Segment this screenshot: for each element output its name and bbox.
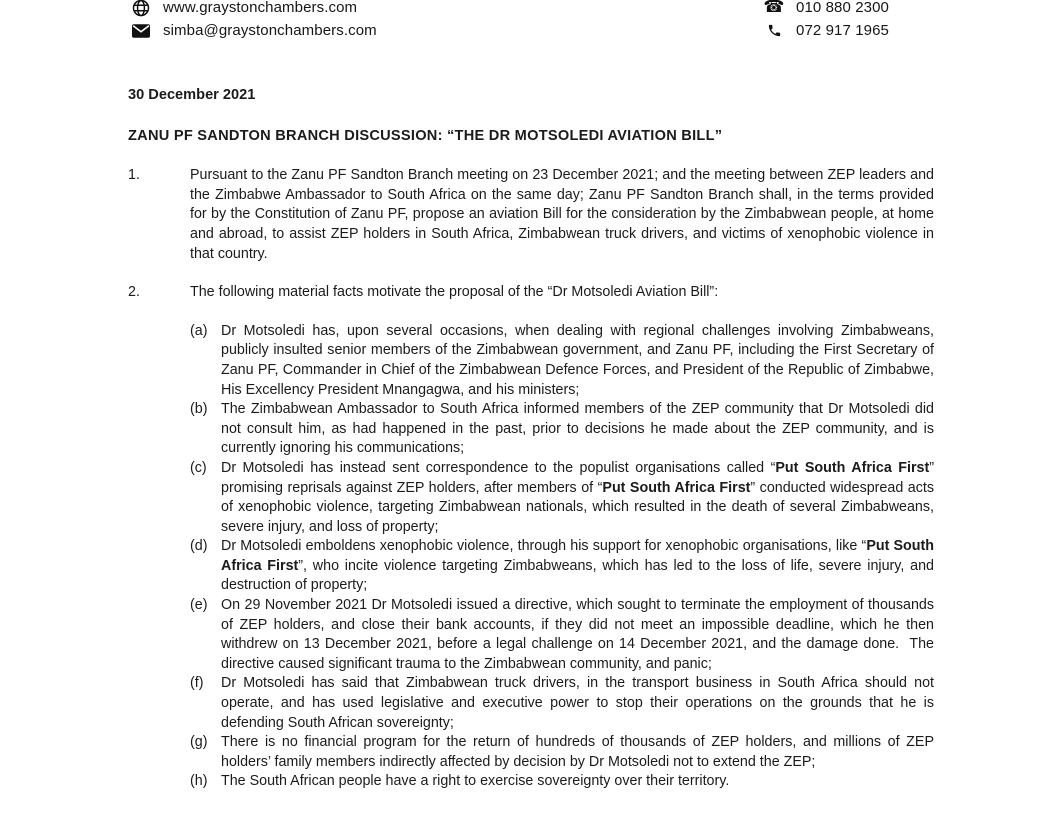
document-body — [128, 86, 934, 792]
sub-item-text: The South African people have a right to exercise sovereignty over their territory. — [221, 773, 730, 790]
website-row — [130, 0, 377, 19]
sub-item-text: Dr Motsoledi has instead sent correspondence to the populist organisations called “Put South Africa First” promising reprisals against ZEP holders, after members of “Put South Africa First” conducted widespread acts of xenophobic violence, targeting Zimbabwean nationals, which resulted in the death of several Zimbabweans, severe injury, and loss of property; — [221, 459, 935, 535]
document-date: 30 December 2021 — [128, 87, 256, 103]
sub-item-label: (g) — [190, 734, 208, 751]
sub-item-text: There is no financial program for the return of hundreds of thousands of ZEP holders, and millions of ZEP holders’ family members indirectly affected by decision by Dr Motsoledi not to extend the ZEP; — [221, 734, 934, 770]
sub-item-label: (h) — [190, 773, 208, 790]
sub-item-h — [190, 772, 934, 792]
sub-item-text: Dr Motsoledi emboldens xenophobic violence, through his support for xenophobic organisations, like “Put South Africa First”, who incite violence targeting Zimbabweans, which has led to the loss of life, severe injury, and destruction of property; — [221, 538, 935, 594]
sub-item-text: On 29 November 2021 Dr Motsoledi issued a directive, which sought to terminate the employment of thousands of ZEP holders, and close their bank accounts, if they did not meet an impossible deadline, which he then withdrew on 13 December 2021, before a legal challenge on 14 December 2021, and the damage done. The directive caused significant trauma to the Zimbabwean community, and panic; — [221, 597, 934, 672]
phone-number-2: 072 917 1965 — [796, 22, 889, 39]
sub-item-label: (c) — [190, 459, 207, 476]
phone-row-1 — [763, 0, 889, 19]
sub-item-text: Dr Motsoledi has said that Zimbabwean truck drivers, in the transport business in South Africa should not operate, and has used legislative and executive power to stop their operations on the grounds that he is defending South African sovereignty; — [221, 675, 934, 731]
globe-icon — [130, 0, 152, 17]
sub-item-d — [190, 537, 934, 596]
sub-item-f — [190, 674, 934, 733]
paragraph-text: Pursuant to the Zanu PF Sandton Branch meeting on 23 December 2021; and the meeting between ZEP leaders and the Zimbabwe Ambassador to South Africa on the same day; Zanu PF Sandton Branch shall, in the terms provided for by the Constitution of Zanu PF, propose an aviation Bill for the consideration by the Zimbabwean people, at home and abroad, to assist ZEP holders in South Africa, Zimbabwean truck drivers, and victims of xenophobic violence in that country. — [190, 167, 934, 262]
phone-row-2 — [763, 19, 889, 42]
sub-item-label: (d) — [190, 538, 208, 555]
phone-number-1: 010 880 2300 — [796, 0, 889, 16]
letterhead-contact-right — [763, 0, 889, 42]
document-title: ZANU PF SANDTON BRANCH DISCUSSION: “THE DR MOTSOLEDI AVIATION BILL” — [128, 127, 723, 144]
letterhead — [0, 0, 1060, 44]
sub-item-b — [190, 400, 934, 459]
email-text: simba@graystonchambers.com — [163, 22, 377, 39]
sub-item-label: (a) — [190, 322, 208, 339]
sub-item-text: Dr Motsoledi has, upon several occasions, when dealing with regional challenges involving Zimbabweans, publicly insulted senior members of the Zimbabwean government, and Zanu PF, including the First Secretary of Zanu PF, Commander in Chief of the Zimbabwean Defence Forces, and President of the Republic of Zimbabwe, His Excellency President Mnangagwa, and his ministers; — [221, 322, 934, 398]
sub-item-c — [190, 459, 934, 537]
sub-item-g — [190, 733, 934, 772]
paragraph-number: 2. — [128, 284, 140, 301]
sub-item-label: (e) — [190, 597, 208, 614]
email-row — [130, 19, 377, 42]
telephone-icon: ☎ — [763, 0, 785, 17]
sub-item-a — [190, 322, 934, 400]
letterhead-contact-left — [130, 0, 377, 42]
sub-item-label: (b) — [190, 401, 208, 418]
sub-item-text: The Zimbabwean Ambassador to South Africa informed members of the ZEP community that Dr Motsoledi did not consult him, as had happened in the past, prior to decisions he made about the ZEP community, and is currently ignoring his communications; — [221, 401, 934, 457]
paragraph-number: 1. — [128, 167, 140, 184]
numbered-paragraph-2 — [128, 283, 934, 303]
envelope-icon — [130, 24, 152, 38]
phone-handset-icon — [763, 23, 785, 38]
website-text: www.graystonchambers.com — [163, 0, 358, 16]
numbered-paragraph-1 — [128, 166, 934, 264]
lettered-sub-list — [190, 322, 934, 792]
paragraph-text: The following material facts motivate the proposal of the “Dr Motsoledi Aviation Bill”: — [190, 284, 719, 301]
sub-item-label: (f) — [190, 675, 204, 692]
sub-item-e — [190, 596, 934, 674]
